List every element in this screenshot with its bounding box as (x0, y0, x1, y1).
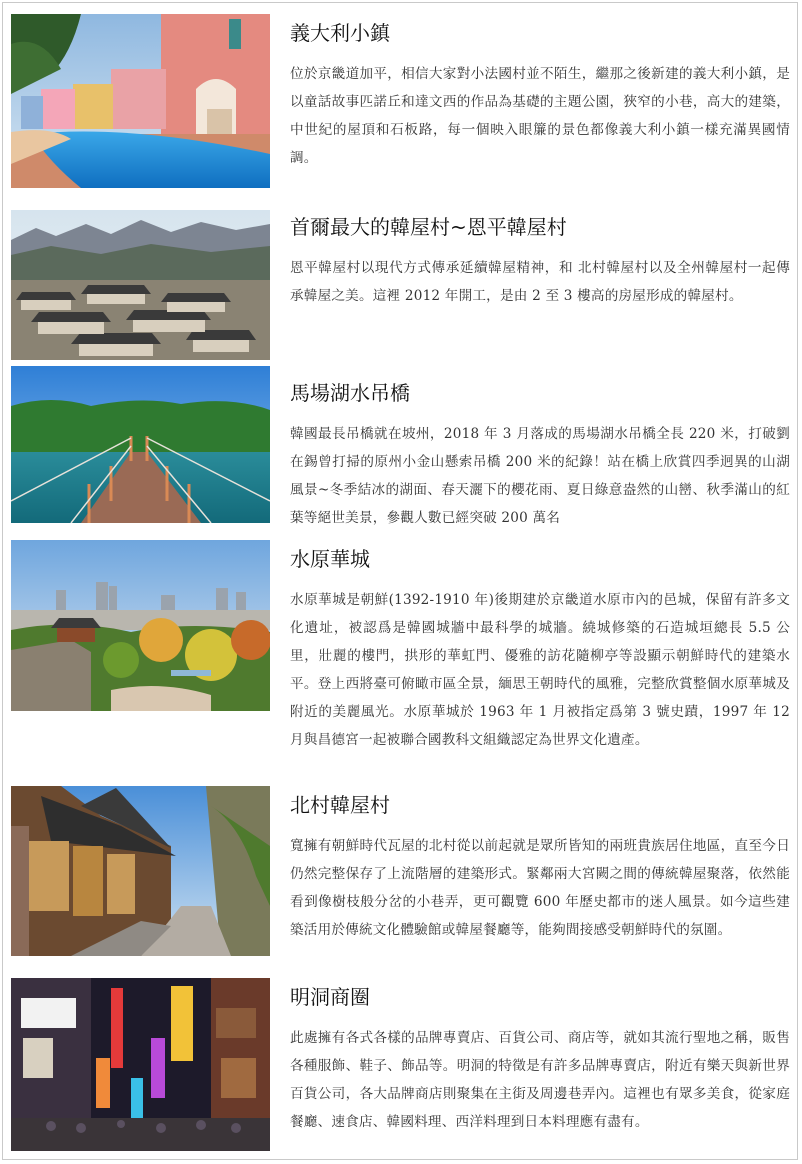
attraction-description: 位於京畿道加平，相信大家對小法國村並不陌生，繼那之後新建的義大利小鎮，是以童話故事匹諾丘和達文西的作品為基礎的主題公園，狹窄的小巷，高大的建築，中世紀的屋頂和石板路，每一個映入眼簾的景色都像義大利小鎮一樣充滿異國情調。 (290, 66, 790, 166)
suwon-hwaseong-photo (11, 540, 270, 711)
attraction-title: 義大利小鎮 (290, 21, 390, 45)
attraction-title: 明洞商圈 (290, 985, 370, 1009)
attraction-description: 水原華城是朝鮮(1392-1910 年)後期建於京畿道水原市內的邑城，保留有許多文化遺址，被認爲是韓國城牆中最科學的城牆。繞城修築的石造城垣總長 5.5 公里，壯麗的樓門，拱形的華虹門、優雅的訪花隨柳亭等設顯示朝鮮時代的建築水平。登上西將臺可俯瞰市區全景，緬思王朝時代的風雅，完整欣賞整個水原華城及附近的美麗風光。水原華城於 1963 年 1 月被指定爲第 3 號史蹟，1997 年 12 月與昌德宮一起被聯合國教科文組織認定為世界文化遺產。 (290, 592, 790, 748)
majang-lake-bridge-photo (11, 366, 270, 523)
attraction-title: 水原華城 (290, 547, 370, 571)
attraction-title: 馬場湖水吊橋 (290, 381, 410, 405)
attraction-title: 北村韓屋村 (290, 793, 390, 817)
attraction-title: 首爾最大的韓屋村~恩平韓屋村 (290, 215, 567, 239)
attraction-description: 此處擁有各式各樣的品牌專賣店、百貨公司、商店等，就如其流行聖地之稱，販售各種服飾、鞋子、飾品等。明洞的特徵是有許多品牌專賣店，附近有樂天與新世界百貨公司，各大品牌商店則聚集在主街及周邊巷弄內。這裡也有眾多美食，從家庭餐廳、速食店、韓國料理、西洋料理到日本料理應有盡有。 (290, 1030, 790, 1130)
attraction-description: 寬擁有朝鮮時代瓦屋的北村從以前起就是眾所皆知的兩班貴族居住地區，直至今日仍然完整保存了上流階層的建築形式。緊鄰兩大宮闕之間的傳統韓屋聚落，依然能看到像樹枝般分岔的小巷弄，更可觀覽 600 年歷史都市的迷人風景。如今這些建築活用於傳統文化體驗館或韓屋餐廳等，能夠間接感受朝鮮時代的氛圍。 (290, 838, 790, 938)
bukchon-hanok-village-photo (11, 786, 270, 956)
attraction-description: 韓國最長吊橋就在坡州，2018 年 3 月落成的馬場湖水吊橋全長 220 米，打破劉在錫曾打掃的原州小金山懸索吊橋 200 米的紀錄！站在橋上欣賞四季迥異的山湖風景~冬季結冰的湖面、春天灑下的櫻花雨、夏日綠意盎然的山巒、秋季滿山的紅葉等絕世美景，參觀人數已經突破 200 萬名 (290, 426, 790, 526)
eunpyeong-hanok-village-photo (11, 210, 270, 360)
attraction-description: 恩平韓屋村以現代方式傳承延續韓屋精神，和 北村韓屋村以及全州韓屋村一起傳承韓屋之美。這裡 2012 年開工，是由 2 至 3 樓高的房屋形成的韓屋村。 (290, 260, 790, 304)
myeongdong-street-photo (11, 978, 270, 1151)
italian-village-photo (11, 14, 270, 188)
